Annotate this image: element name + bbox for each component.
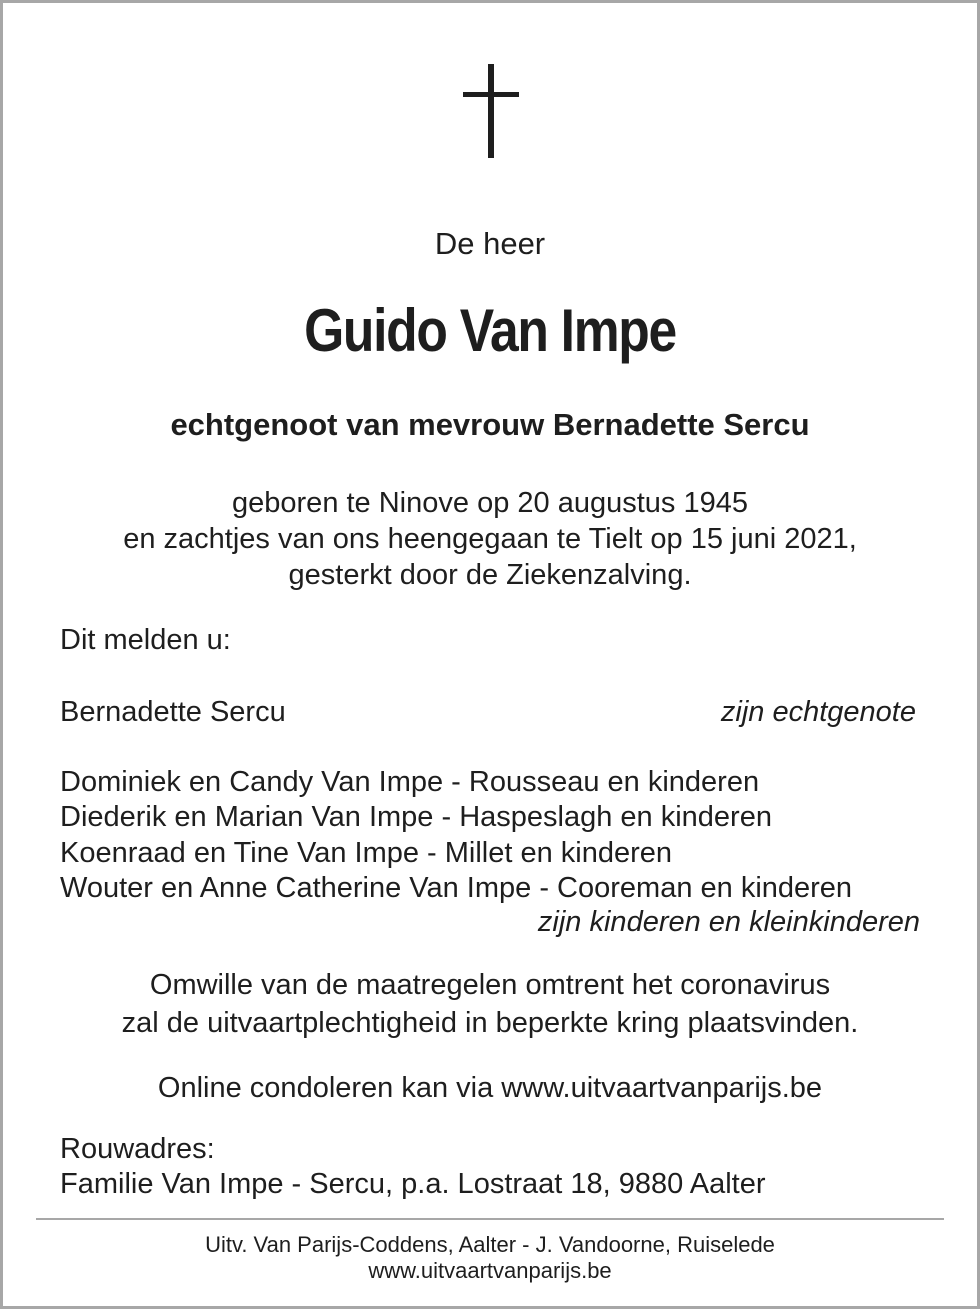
- footer-divider: [36, 1218, 944, 1220]
- spouse-name: Bernadette Sercu: [60, 696, 286, 728]
- sacrament-line: gesterkt door de Ziekenzalving.: [288, 559, 692, 591]
- birth-death-block: [0, 485, 980, 593]
- child-line: Wouter en Anne Catherine Van Impe - Cooreman en kinderen: [60, 872, 853, 904]
- deceased-name: Guido Van Impe: [304, 297, 676, 364]
- child-line: Koenraad en Tine Van Impe - Millet en kinderen: [60, 837, 673, 869]
- children-relation: zijn kinderen en kleinkinderen: [537, 906, 920, 938]
- spouse-line: echtgenoot van mevrouw Bernadette Sercu: [170, 407, 810, 442]
- spouse-relation: zijn echtgenote: [720, 696, 916, 728]
- honorific: De heer: [434, 226, 546, 261]
- birth-line: geboren te Ninove op 20 augustus 1945: [232, 487, 748, 519]
- address-text: Familie Van Impe - Sercu, p.a. Lostraat 18, 9880 Aalter: [60, 1168, 766, 1200]
- online-condolence: Online condoleren kan via www.uitvaartvanparijs.be: [157, 1072, 823, 1104]
- announcers-intro: Dit melden u:: [60, 624, 231, 656]
- footer-website: www.uitvaartvanparijs.be: [368, 1258, 612, 1283]
- address-label: Rouwadres:: [60, 1133, 215, 1165]
- cross-vertical-bar: [488, 64, 494, 158]
- child-line: Dominiek en Candy Van Impe - Rousseau en kinderen: [60, 766, 760, 798]
- notice-line: zal de uitvaartplechtigheid in beperkte kring plaatsvinden.: [121, 1007, 859, 1039]
- coronavirus-notice: [0, 966, 980, 1042]
- funeral-home-line: Uitv. Van Parijs-Coddens, Aalter - J. Vandoorne, Ruiselede: [205, 1232, 775, 1257]
- cross-horizontal-bar: [463, 92, 519, 97]
- notice-line: Omwille van de maatregelen omtrent het coronavirus: [149, 969, 831, 1001]
- child-line: Diederik en Marian Van Impe - Haspeslagh en kinderen: [60, 801, 772, 833]
- footer: [0, 1232, 980, 1284]
- death-line: en zachtjes van ons heengegaan te Tielt op 15 juni 2021,: [123, 523, 857, 555]
